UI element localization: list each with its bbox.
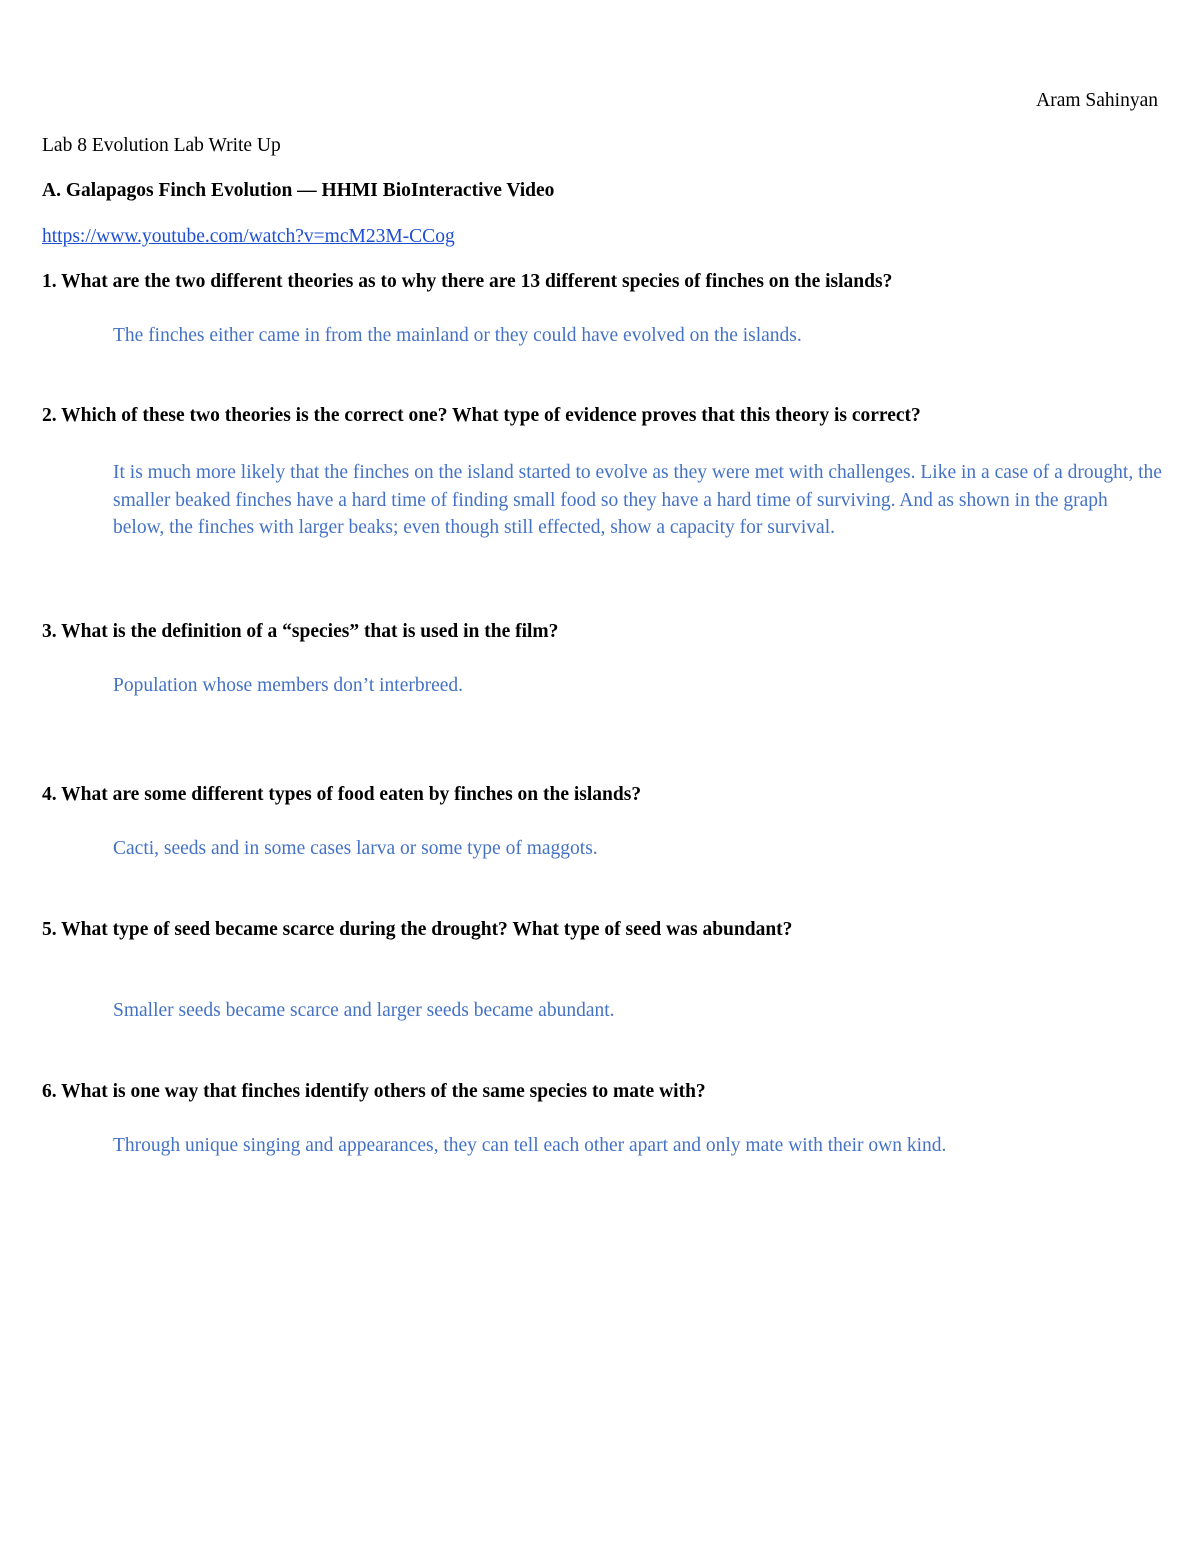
question-5: 5. What type of seed became scarce during the drought? What type of seed was abundant?	[42, 919, 793, 940]
answer-5: Smaller seeds became scarce and larger seeds became abundant.	[113, 1000, 615, 1021]
answer-1: The finches either came in from the mainland or they could have evolved on the islands.	[113, 325, 802, 346]
answer-3: Population whose members don’t interbreed.	[113, 675, 464, 696]
author-name: Aram Sahinyan	[1036, 90, 1158, 111]
question-1: 1. What are the two different theories as to why there are 13 different species of finches on the islands?	[42, 271, 893, 292]
document-title: Lab 8 Evolution Lab Write Up	[42, 135, 281, 156]
answer-2: It is much more likely that the finches on the island started to evolve as they were met with challenges. Like in a case of a drought, the smaller beaked finches have a hard time of finding small food so they have a hard time of surviving. And as shown in the graph below, the finches with larger beaks; even though still effected, show a capacity for survival.	[113, 462, 1162, 538]
question-2: 2. Which of these two theories is the correct one? What type of evidence proves that this theory is correct?	[42, 405, 921, 426]
video-link[interactable]: https://www.youtube.com/watch?v=mcM23M-CCog	[42, 226, 455, 247]
answer-4: Cacti, seeds and in some cases larva or some type of maggots.	[113, 838, 598, 859]
question-3: 3. What is the definition of a “species” that is used in the film?	[42, 621, 559, 642]
answer-6: Through unique singing and appearances, they can tell each other apart and only mate with their own kind.	[113, 1135, 947, 1156]
question-6: 6. What is one way that finches identify others of the same species to mate with?	[42, 1081, 706, 1102]
section-heading: A. Galapagos Finch Evolution — HHMI BioInteractive Video	[42, 180, 555, 201]
question-4: 4. What are some different types of food eaten by finches on the islands?	[42, 784, 642, 805]
